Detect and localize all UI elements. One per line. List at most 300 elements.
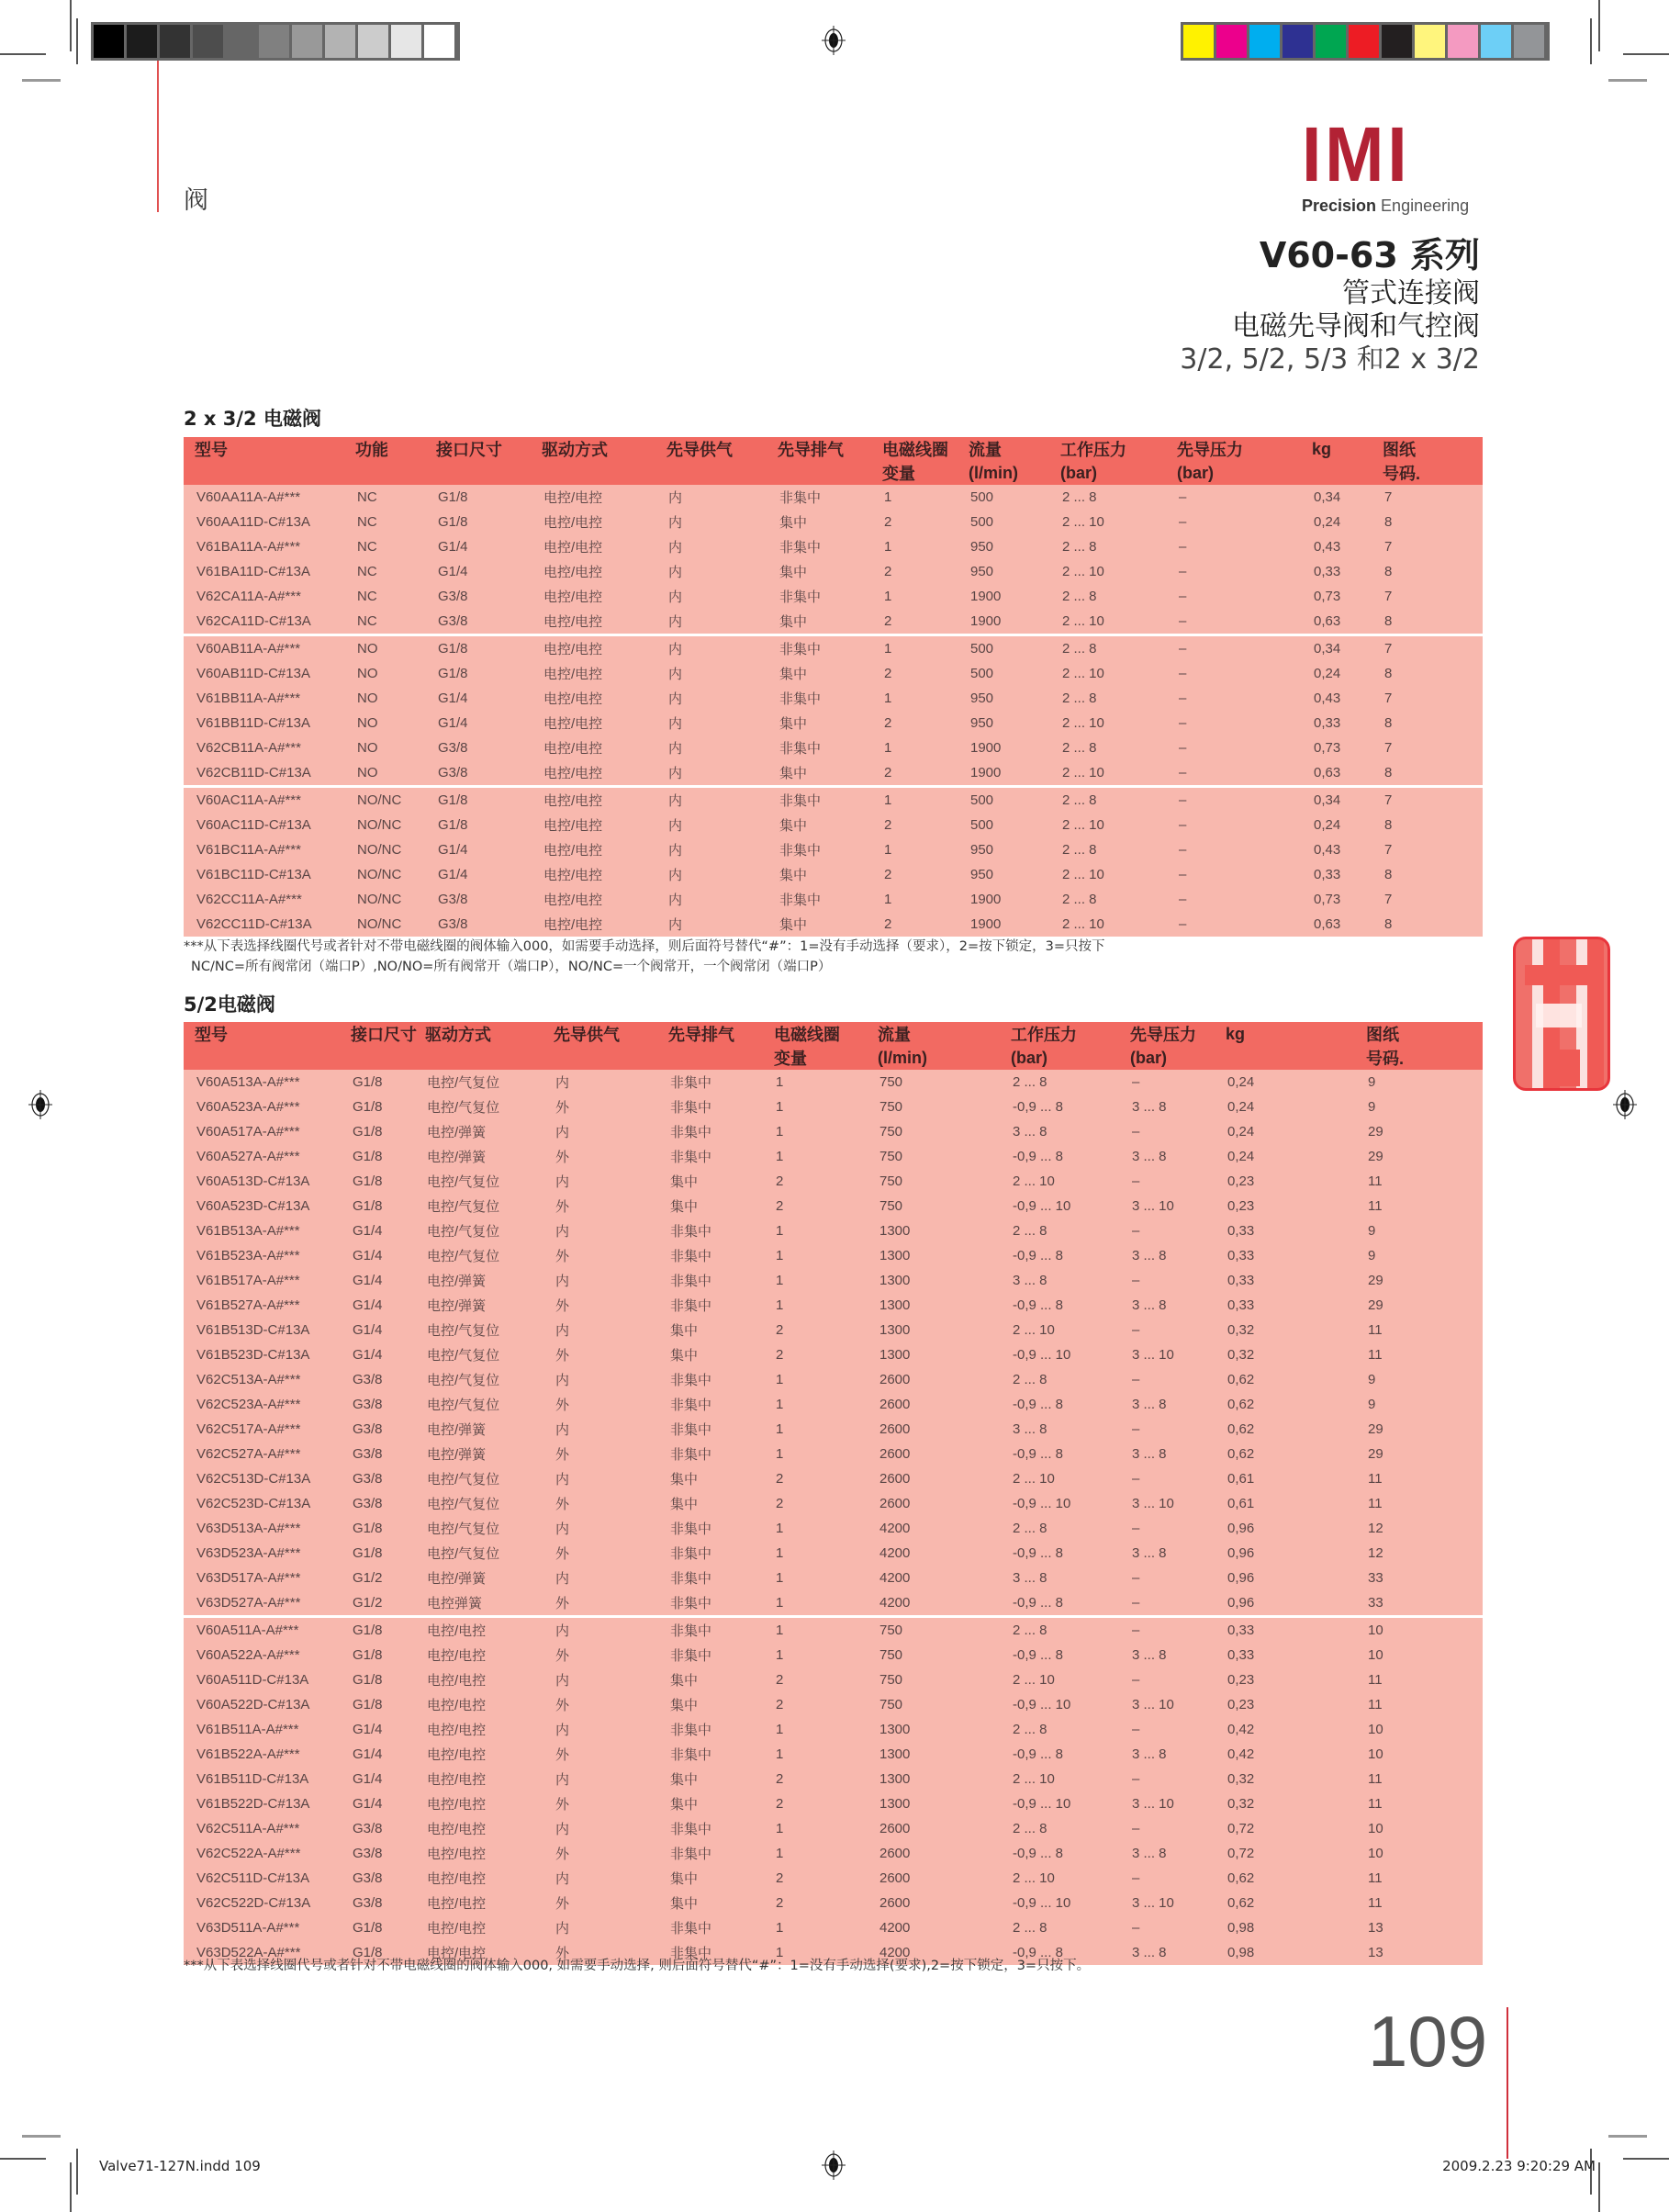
table-cell: 11 [1355,1791,1483,1816]
table-cell: 10 [1355,1717,1483,1742]
table-row [184,862,1483,887]
column-header: 先导排气 [657,1022,763,1046]
table-cell: 0,96 [1215,1516,1355,1541]
table-cell: NO/NC [344,837,425,862]
table-cell: – [1166,661,1301,686]
table-cell: 电控/电控 [531,787,655,814]
model-number-cell: V61BA11A-A#*** [184,534,344,559]
table-cell: 1300 [867,1318,1000,1342]
table-cell: 950 [958,559,1049,584]
model-number-cell: V63D527A-A#*** [184,1590,340,1617]
table-cell: 2 ... 8 [1000,1816,1119,1841]
table-cell: 0,62 [1215,1417,1355,1442]
table-cell: G3/8 [425,735,531,760]
table-cell: 集中 [767,559,871,584]
table-cell: 内 [655,510,767,534]
table-cell: 0,96 [1215,1566,1355,1590]
table-cell: NO/NC [344,787,425,814]
model-number-cell: V62C522D-C#13A [184,1891,340,1915]
table-cell: G1/8 [340,1070,414,1095]
table-cell: – [1166,887,1301,912]
table-cell: 内 [655,912,767,937]
table-cell: 1 [871,635,958,662]
table-cell: -0,9 ... 10 [1000,1491,1119,1516]
registration-mark-icon [1612,1089,1638,1120]
table-cell: 750 [867,1144,1000,1169]
table-cell: 1 [763,1915,867,1940]
table-cell: – [1166,584,1301,609]
table-cell: 1 [763,1144,867,1169]
table-cell: 2600 [867,1466,1000,1491]
table-cell: 11 [1355,1169,1483,1194]
table-cell: 电控/电控 [531,584,655,609]
table-cell: 1300 [867,1293,1000,1318]
table-cell: G1/8 [425,635,531,662]
table-cell: 内 [543,1915,657,1940]
column-header: kg [1301,437,1372,461]
table-cell: 内 [655,837,767,862]
model-number-cell: V60AC11A-A#*** [184,787,344,814]
table-cell: 3 ... 10 [1119,1791,1215,1816]
table-cell: 1 [763,1516,867,1541]
table-cell: NO/NC [344,887,425,912]
table-cell: 29 [1355,1293,1483,1318]
table-cell: 2 ... 8 [1000,1915,1119,1940]
crop-mark [1598,2162,1600,2212]
table-cell: 1 [763,1392,867,1417]
table-cell: 电控/电控 [531,711,655,735]
model-number-cell: V62C522A-A#*** [184,1841,340,1866]
table-row [184,584,1483,609]
table-cell: 集中 [657,1667,763,1692]
table-row [184,1293,1483,1318]
table-cell: NC [344,510,425,534]
table-cell: 电控/弹簧 [414,1417,543,1442]
table-row [184,1070,1483,1095]
table-cell: 10 [1355,1643,1483,1667]
table-cell: 0,98 [1215,1915,1355,1940]
table1-title: 2 x 3/2 电磁阀 [184,408,321,430]
column-header-unit [655,461,767,485]
table-cell: 9 [1355,1218,1483,1243]
logo-tagline-rest: Engineering [1376,196,1470,215]
table-cell: 750 [867,1194,1000,1218]
table-cell: -0,9 ... 8 [1000,1742,1119,1767]
table-cell: 1300 [867,1218,1000,1243]
table-cell: 3 ... 8 [1119,1841,1215,1866]
table-row [184,1791,1483,1816]
table-cell: 750 [867,1692,1000,1717]
table-cell: 电控/气复位 [414,1218,543,1243]
table-cell: NC [344,485,425,510]
table-row [184,735,1483,760]
table-cell: 1 [763,1095,867,1119]
table-cell: G3/8 [425,760,531,787]
table-row [184,1491,1483,1516]
column-header: 先导供气 [543,1022,657,1046]
table-cell: 电控/气复位 [414,1516,543,1541]
column-header-unit [425,461,531,485]
table-cell: -0,9 ... 8 [1000,1144,1119,1169]
table-cell: 2 ... 10 [1049,813,1166,837]
table-cell: -0,9 ... 8 [1000,1841,1119,1866]
table-cell: 2 ... 8 [1000,1717,1119,1742]
table-row [184,1194,1483,1218]
table-cell: 3 ... 10 [1119,1194,1215,1218]
table-cell: 0,24 [1301,813,1372,837]
table-cell: 非集中 [657,1070,763,1095]
model-number-cell: V62C517A-A#*** [184,1417,340,1442]
table-cell: 4200 [867,1516,1000,1541]
table-cell: 12 [1355,1541,1483,1566]
color-swatch [1316,25,1349,58]
table-cell: 2 ... 8 [1049,735,1166,760]
table-cell: 1 [871,485,958,510]
table-row [184,609,1483,635]
model-number-cell: V61B523A-A#*** [184,1243,340,1268]
table-cell: -0,9 ... 10 [1000,1194,1119,1218]
table-cell: – [1166,686,1301,711]
crop-mark [76,2149,78,2195]
table-row [184,887,1483,912]
table-cell: 3 ... 8 [1119,1940,1215,1965]
table-cell: 0,62 [1215,1392,1355,1417]
table-row [184,1119,1483,1144]
table-cell: 非集中 [767,735,871,760]
table-cell: 0,63 [1301,760,1372,787]
table-cell: 非集中 [657,1841,763,1866]
table-cell: 1 [763,1816,867,1841]
table-cell: 非集中 [657,1516,763,1541]
table-cell: G1/8 [340,1541,414,1566]
table-cell: 9 [1355,1070,1483,1095]
table-cell: 电控/电控 [531,686,655,711]
table-cell: 1 [763,1643,867,1667]
table-cell: – [1119,1617,1215,1644]
table-cell: G3/8 [425,912,531,937]
model-number-cell: V61B522A-A#*** [184,1742,340,1767]
color-swatch [160,25,193,58]
table-cell: 外 [543,1841,657,1866]
table-cell: 非集中 [657,1717,763,1742]
column-header-unit: (bar) [1119,1046,1215,1070]
table-cell: 4200 [867,1566,1000,1590]
table-cell: 3 ... 10 [1119,1891,1215,1915]
color-swatch [1415,25,1448,58]
table-row [184,559,1483,584]
table-cell: 1 [871,887,958,912]
table-cell: 2 ... 10 [1049,711,1166,735]
table-cell: 电控/电控 [531,887,655,912]
table-cell: – [1166,635,1301,662]
table-cell: 内 [655,760,767,787]
table-cell: 3 ... 8 [1000,1566,1119,1590]
table-row [184,1915,1483,1940]
table-cell: 内 [543,1169,657,1194]
grayscale-color-bar [91,22,460,61]
table-cell: 2 ... 8 [1000,1367,1119,1392]
table-cell: 950 [958,862,1049,887]
table-cell: 1 [763,1442,867,1466]
table-cell: 0,34 [1301,787,1372,814]
table-cell: 2 [763,1466,867,1491]
valve-category-tab-image[interactable] [1513,937,1610,1091]
table-cell: 内 [543,1866,657,1891]
table-cell: 2 ... 10 [1000,1466,1119,1491]
table-cell: – [1119,1667,1215,1692]
model-number-cell: V60A523A-A#*** [184,1095,340,1119]
table-cell: 0,24 [1215,1144,1355,1169]
table-cell: G3/8 [340,1417,414,1442]
table-cell: 电控/电控 [531,735,655,760]
table-cell: 外 [543,1491,657,1516]
table-cell: 2 [763,1667,867,1692]
table-cell: 电控/气复位 [414,1466,543,1491]
table-cell: 电控/气复位 [414,1491,543,1516]
table-row [184,1617,1483,1644]
table-cell: 电控/气复位 [414,1318,543,1342]
table-cell: 11 [1355,1342,1483,1367]
table-cell: 内 [543,1667,657,1692]
crop-mark [0,53,46,55]
table-cell: 33 [1355,1590,1483,1617]
table1-footnote-1: ***从下表选择线圈代号或者针对不带电磁线圈的阀体输入000，如需要手动选择，则后面符号替代“#”：1=没有手动选择（要求），2=按下锁定，3=只按下 [184,939,1105,954]
table-cell: 外 [543,1243,657,1268]
table-cell: 4200 [867,1915,1000,1940]
table-cell: 非集中 [657,1816,763,1841]
table-row [184,1218,1483,1243]
table-cell: – [1166,609,1301,635]
table-cell: G1/8 [340,1692,414,1717]
table-cell: NC [344,584,425,609]
table-cell: 11 [1355,1692,1483,1717]
column-header-unit: (l/min) [958,461,1049,485]
table-cell: G1/4 [340,1243,414,1268]
table-cell: – [1166,787,1301,814]
table-cell: 集中 [767,912,871,937]
table-cell: 1 [763,1367,867,1392]
table-cell: 内 [543,1816,657,1841]
table-cell: NO [344,711,425,735]
table-cell: 集中 [657,1891,763,1915]
color-swatch [1514,25,1547,58]
table-cell: 950 [958,534,1049,559]
color-swatch [193,25,226,58]
table-cell: 1 [871,534,958,559]
table-cell: 1 [763,1566,867,1590]
table-cell: 12 [1355,1516,1483,1541]
table-cell: 电控/电控 [531,485,655,510]
table-cell: 3 ... 8 [1119,1144,1215,1169]
table-row [184,760,1483,787]
table-cell: 非集中 [767,485,871,510]
table-cell: 0,24 [1215,1119,1355,1144]
table-cell: 0,62 [1215,1367,1355,1392]
table-cell: 2 [871,559,958,584]
table-cell: 0,42 [1215,1717,1355,1742]
table-cell: 内 [543,1218,657,1243]
column-header: 接口尺寸 [340,1022,414,1046]
print-timestamp: 2009.2.23 9:20:29 AM [1442,2158,1596,2174]
table-cell: – [1119,1866,1215,1891]
table-cell: 电控/气复位 [414,1342,543,1367]
table-cell: 内 [543,1566,657,1590]
table-cell: 1 [763,1940,867,1965]
tab-image-shape [1536,1004,1582,1027]
table-cell: 非集中 [657,1293,763,1318]
table-row [184,1318,1483,1342]
table-cell: 集中 [657,1866,763,1891]
table-cell: NC [344,609,425,635]
crop-mark [1623,2158,1669,2160]
table-cell: 29 [1355,1144,1483,1169]
table-cell: 11 [1355,1767,1483,1791]
model-number-cell: V63D513A-A#*** [184,1516,340,1541]
table-cell: G1/4 [340,1268,414,1293]
table-cell: -0,9 ... 8 [1000,1392,1119,1417]
logo-wordmark: IMI [1302,111,1411,197]
table-cell: 2 ... 8 [1000,1617,1119,1644]
table-cell: 0,33 [1301,559,1372,584]
table-cell: 外 [543,1095,657,1119]
table-cell: 1900 [958,735,1049,760]
table-cell: 非集中 [657,1541,763,1566]
table-cell: 3 ... 8 [1119,1643,1215,1667]
table-cell: 非集中 [657,1095,763,1119]
table-cell: 8 [1372,609,1483,635]
table-cell: 2 ... 8 [1049,887,1166,912]
table-cell: G3/8 [340,1392,414,1417]
table-cell: 0,34 [1301,485,1372,510]
model-number-cell: V61B527A-A#*** [184,1293,340,1318]
table-cell: – [1166,813,1301,837]
table-cell: NO [344,760,425,787]
table-cell: – [1166,534,1301,559]
table-cell: – [1119,1566,1215,1590]
table-row [184,1866,1483,1891]
table-cell: 外 [543,1940,657,1965]
table-cell: G1/8 [340,1617,414,1644]
table-row [184,787,1483,814]
table-cell: 电控/气复位 [414,1070,543,1095]
table-cell: 500 [958,813,1049,837]
model-number-cell: V62CC11D-C#13A [184,912,344,937]
model-number-cell: V61B511A-A#*** [184,1717,340,1742]
table-cell: 2 ... 8 [1049,485,1166,510]
table-cell: G1/4 [340,1791,414,1816]
table-cell: 10 [1355,1816,1483,1841]
table-cell: 外 [543,1590,657,1617]
model-number-cell: V62C513D-C#13A [184,1466,340,1491]
model-number-cell: V63D523A-A#*** [184,1541,340,1566]
table-cell: – [1119,1367,1215,1392]
table-cell: 29 [1355,1268,1483,1293]
table-row [184,837,1483,862]
model-number-cell: V63D517A-A#*** [184,1566,340,1590]
table-cell: 内 [543,1516,657,1541]
logo-tagline-bold: Precision [1302,196,1377,215]
table-cell: – [1166,862,1301,887]
table-cell: G1/4 [425,686,531,711]
column-header-unit: 号码. [1355,1046,1483,1070]
table-row [184,1566,1483,1590]
table-cell: 外 [543,1692,657,1717]
table-52-solenoid-valves [184,1022,1483,1965]
table-cell: 电控/电控 [414,1841,543,1866]
title-block [1180,235,1480,376]
table-cell: 内 [655,813,767,837]
model-number-cell: V62C511D-C#13A [184,1866,340,1891]
table-cell: NO [344,661,425,686]
color-swatch [1382,25,1415,58]
page-number: 109 [1368,2001,1488,2082]
table-cell: NC [344,534,425,559]
model-number-cell: V61B513A-A#*** [184,1218,340,1243]
model-number-cell: V60A522A-A#*** [184,1643,340,1667]
table-cell: 电控/电控 [414,1643,543,1667]
table-cell: G1/8 [340,1144,414,1169]
table-cell: 外 [543,1293,657,1318]
table-cell: NO/NC [344,862,425,887]
column-header-unit: (bar) [1000,1046,1119,1070]
table-cell: G3/8 [340,1866,414,1891]
table-cell: 电控/气复位 [414,1194,543,1218]
table-cell: 0,73 [1301,735,1372,760]
model-number-cell: V62CB11A-A#*** [184,735,344,760]
column-header-unit: (bar) [1166,461,1301,485]
model-number-cell: V60A522D-C#13A [184,1692,340,1717]
model-number-cell: V60A513A-A#*** [184,1070,340,1095]
model-number-cell: V61BC11A-A#*** [184,837,344,862]
table-row [184,1466,1483,1491]
table-cell: G3/8 [340,1442,414,1466]
model-number-cell: V62C511A-A#*** [184,1816,340,1841]
table-cell: 2600 [867,1417,1000,1442]
table-row [184,1541,1483,1566]
table-2x32-solenoid-valves [184,437,1483,937]
table-cell: 0,72 [1215,1841,1355,1866]
model-number-cell: V62CB11D-C#13A [184,760,344,787]
column-header-unit: 号码. [1372,461,1483,485]
column-header-unit: (bar) [1049,461,1166,485]
table-cell: 2 [871,862,958,887]
table-cell: G3/8 [340,1816,414,1841]
table-row [184,1692,1483,1717]
table-cell: 电控/电控 [414,1866,543,1891]
table-cell: 2 ... 8 [1000,1070,1119,1095]
table-cell: G1/8 [340,1643,414,1667]
table-cell: 1900 [958,912,1049,937]
table-cell: 7 [1372,837,1483,862]
column-header: 先导压力 [1119,1022,1215,1046]
table-cell: 9 [1355,1367,1483,1392]
table-cell: – [1119,1119,1215,1144]
table-cell: 0,33 [1215,1617,1355,1644]
column-header: 图纸 [1372,437,1483,461]
table-cell: 8 [1372,661,1483,686]
table-cell: 11 [1355,1194,1483,1218]
table-cell: NC [344,559,425,584]
table-cell: 2 [871,912,958,937]
table-cell: 0,23 [1215,1169,1355,1194]
column-header: 工作压力 [1000,1022,1119,1046]
table-cell: G1/2 [340,1590,414,1617]
column-header: 驱动方式 [531,437,655,461]
color-swatch [1283,25,1316,58]
table-cell: 29 [1355,1119,1483,1144]
crop-mark [70,0,72,51]
table-cell: G1/8 [340,1915,414,1940]
